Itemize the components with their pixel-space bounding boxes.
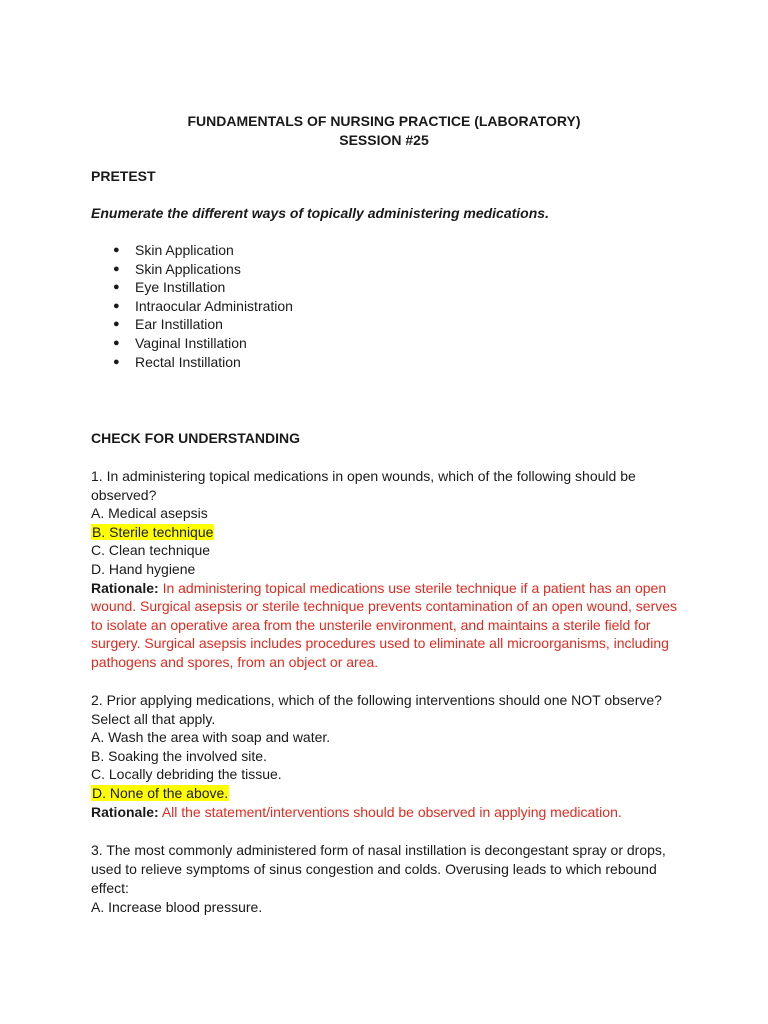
q2-choice-d [91, 784, 229, 803]
answer-highlight: B. Sterile technique [92, 523, 214, 540]
q3-stem-cont: used to relieve symptoms of sinus congestion and colds. Overusing leads to which rebound [91, 861, 657, 877]
q1-stem: 1. In administering topical medications in open wounds, which of the following should be [91, 468, 636, 484]
q1-rationale-cont: wound. Surgical asepsis or sterile technique prevents contamination of an open wound, serves [91, 598, 678, 615]
rationale-label: Rationale: [91, 803, 159, 820]
answer-highlight: D. None of the above. [92, 785, 229, 801]
rationale-text: In administering topical medications use sterile technique if a patient has an open [162, 579, 667, 596]
q2-choice-b: B. Soaking the involved site. [91, 747, 267, 764]
pretest-heading: PRETEST [91, 168, 156, 184]
q3-choice-a: A. Increase blood pressure. [91, 899, 263, 915]
bullet-icon: ● [113, 336, 120, 349]
q2-choice-a: A. Wash the area with soap and water. [91, 729, 331, 746]
q2-choice-c: C. Locally debriding the tissue. [91, 766, 282, 783]
session-number: SESSION #25 [339, 132, 429, 148]
q1-rationale-cont: to isolate an operative area from the unsterile environment, and maintains a sterile field for [91, 616, 651, 633]
q1-rationale-cont: pathogens and spores, from an object or area. [91, 654, 379, 670]
bullet-icon: ● [113, 355, 120, 368]
rationale-text: All the statement/interventions should be observed in applying medication. [161, 803, 622, 820]
q3-stem: 3. The most commonly administered form of nasal instillation is decongestant spray or drops, [91, 842, 666, 858]
list-item: ● Eye Instillation [113, 279, 226, 296]
q1-stem-cont: observed? [91, 486, 157, 503]
bullet-icon: ● [113, 281, 120, 294]
list-item: ● Ear Instillation [113, 316, 223, 333]
q1-choice-c: C. Clean technique [91, 542, 211, 559]
q1-choice-a: A. Medical asepsis [91, 505, 208, 522]
q1-choice-d: D. Hand hygiene [91, 561, 196, 577]
q1-choice-b [91, 523, 214, 542]
q2-stem-cont: Select all that apply. [91, 710, 216, 727]
q2-stem: 2. Prior applying medications, which of the following interventions should one NOT observe? [91, 692, 662, 708]
bullet-icon: ● [113, 318, 120, 331]
bullet-icon: ● [113, 299, 120, 312]
bullet-icon: ● [113, 244, 120, 256]
q1-rationale-cont: surgery. Surgical asepsis includes procedures used to eliminate all microorganisms, including [91, 635, 669, 652]
list-item: ● Intraocular Administration [113, 297, 293, 314]
q3-stem-cont: effect: [91, 880, 129, 896]
q2-rationale [91, 803, 622, 822]
list-item: ● Skin Application [113, 242, 234, 258]
bullet-icon: ● [113, 262, 120, 275]
pretest-list [113, 241, 293, 371]
check-heading: CHECK FOR UNDERSTANDING [91, 430, 300, 446]
list-item: ● Rectal Instillation [113, 353, 241, 370]
rationale-label: Rationale: [91, 579, 159, 596]
document-title: FUNDAMENTALS OF NURSING PRACTICE (LABORATORY) [187, 113, 581, 129]
list-item: ● Vaginal Instillation [113, 334, 247, 351]
pretest-prompt: Enumerate the different ways of topically administering medications. [91, 205, 549, 221]
q1-rationale [91, 579, 666, 598]
list-item: ● Skin Applications [113, 260, 241, 277]
